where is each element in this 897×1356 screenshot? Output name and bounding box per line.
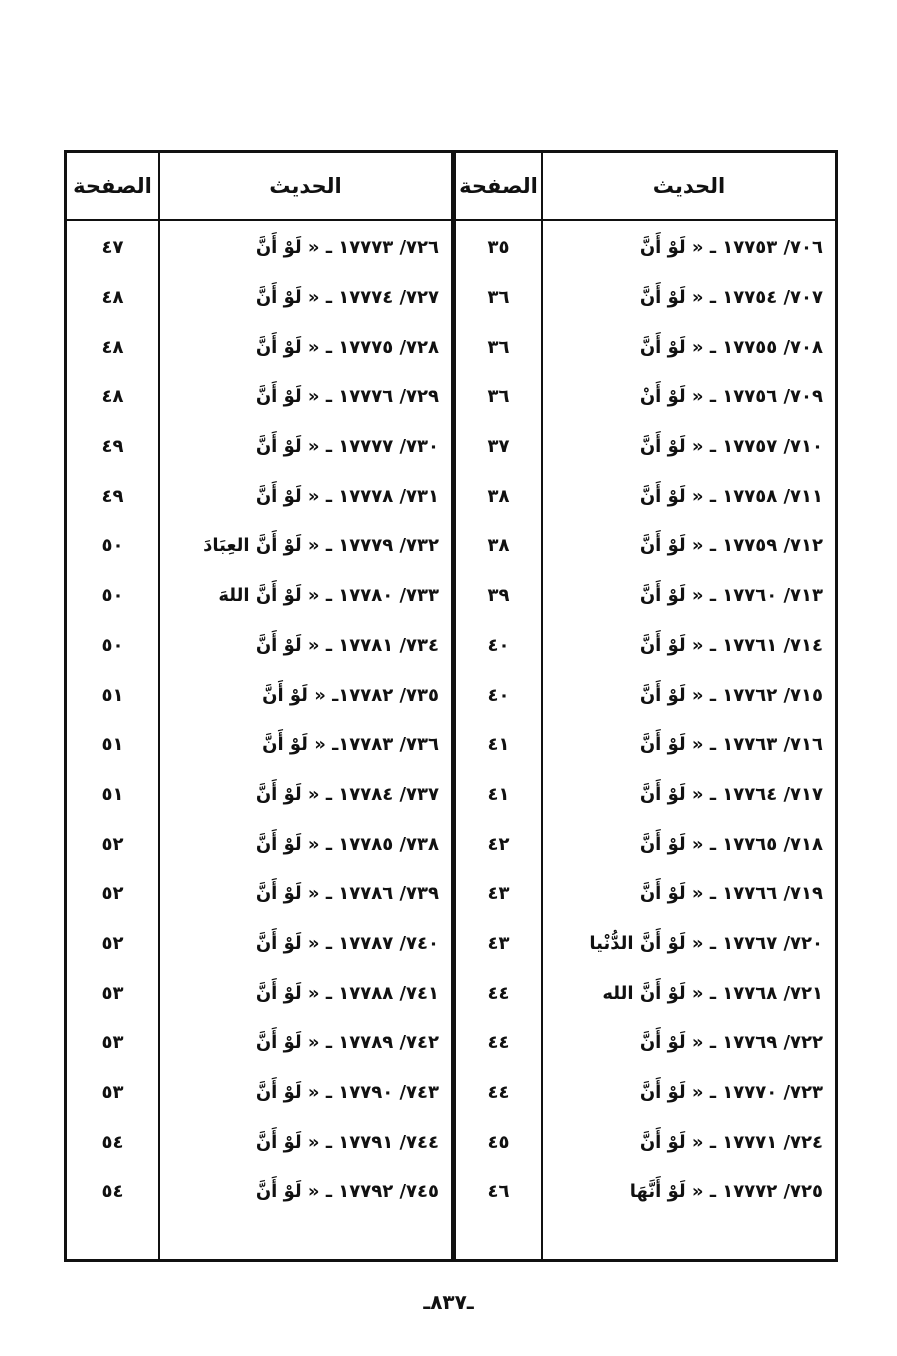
left-page-cell: ٥٣ (101, 1082, 124, 1104)
right-page-cell: ٣٦ (487, 336, 510, 358)
left-hadith-cell: ٧٣٢/ ١٧٧٧٩ ـ « لَوْ أَنَّ العِبَادَ (203, 535, 439, 557)
left-hadith-cell: ٧٢٩/ ١٧٧٧٦ ـ « لَوْ أَنَّ (255, 386, 439, 408)
table-row (67, 919, 835, 969)
table-row (67, 770, 835, 820)
table-row (67, 521, 835, 571)
left-page-cell: ٥٤ (101, 1131, 124, 1153)
right-hadith-cell: ٧١٥/ ١٧٧٦٢ ـ « لَوْ أَنَّ (639, 684, 823, 706)
right-page-cell: ٣٨ (487, 485, 510, 507)
header-left-hadith: الحديث (269, 174, 342, 198)
right-page-cell: ٤٢ (487, 833, 510, 855)
right-hadith-cell: ٧١٤/ ١٧٧٦١ ـ « لَوْ أَنَّ (639, 634, 823, 656)
right-hadith-cell: ٧١٩/ ١٧٧٦٦ ـ « لَوْ أَنَّ (639, 883, 823, 905)
table-row (67, 372, 835, 422)
right-page-cell: ٤٣ (487, 883, 510, 905)
table-row (67, 621, 835, 671)
right-hadith-cell: ٧١١/ ١٧٧٥٨ ـ « لَوْ أَنَّ (639, 485, 823, 507)
right-page-cell: ٤٤ (487, 1032, 510, 1054)
right-hadith-cell: ٧٢٤/ ١٧٧٧١ ـ « لَوْ أَنَّ (639, 1131, 823, 1153)
left-hadith-cell: ٧٣٨/ ١٧٧٨٥ ـ « لَوْ أَنَّ (255, 833, 439, 855)
table-row (67, 869, 835, 919)
right-page-cell: ٣٨ (487, 535, 510, 557)
left-page-cell: ٥٣ (101, 982, 124, 1004)
left-page-cell: ٤٨ (101, 287, 124, 309)
right-page-cell: ٤٣ (487, 932, 510, 954)
left-page-cell: ٥٠ (101, 585, 124, 607)
left-page-cell: ٤٨ (101, 386, 124, 408)
left-hadith-cell: ٧٤٢/ ١٧٧٨٩ ـ « لَوْ أَنَّ (255, 1032, 439, 1054)
header-right-page: الصفحة (459, 174, 538, 198)
table-row (67, 968, 835, 1018)
left-hadith-cell: ٧٢٦/ ١٧٧٧٣ ـ « لَوْ أَنَّ (255, 237, 439, 259)
right-page-cell: ٣٩ (487, 585, 510, 607)
left-hadith-cell: ٧٤٤/ ١٧٧٩١ ـ « لَوْ أَنَّ (255, 1131, 439, 1153)
left-page-cell: ٥٠ (101, 535, 124, 557)
left-hadith-cell: ٧٣٧/ ١٧٧٨٤ ـ « لَوْ أَنَّ (255, 783, 439, 805)
left-hadith-cell: ٧٣٠/ ١٧٧٧٧ ـ « لَوْ أَنَّ (255, 436, 439, 458)
left-hadith-cell: ٧٤٣/ ١٧٧٩٠ ـ « لَوْ أَنَّ (255, 1082, 439, 1104)
right-hadith-cell: ٧١٢/ ١٧٧٥٩ ـ « لَوْ أَنَّ (639, 535, 823, 557)
right-page-cell: ٣٥ (487, 237, 510, 259)
right-hadith-cell: ٧١٧/ ١٧٧٦٤ ـ « لَوْ أَنَّ (639, 783, 823, 805)
table-row (67, 422, 835, 472)
left-page-cell: ٥١ (101, 734, 124, 756)
table-row (67, 720, 835, 770)
left-hadith-cell: ٧٢٧/ ١٧٧٧٤ ـ « لَوْ أَنَّ (255, 287, 439, 309)
right-hadith-cell: ٧١٦/ ١٧٧٦٣ ـ « لَوْ أَنَّ (639, 734, 823, 756)
right-hadith-cell: ٧٢٠/ ١٧٧٦٧ ـ « لَوْ أَنَّ الدُّنْيا (589, 932, 823, 954)
left-hadith-cell: ٧٤١/ ١٧٧٨٨ ـ « لَوْ أَنَّ (255, 982, 439, 1004)
right-page-cell: ٤١ (487, 783, 510, 805)
left-page-cell: ٤٨ (101, 336, 124, 358)
left-hadith-cell: ٧٣٤/ ١٧٧٨١ ـ « لَوْ أَنَّ (255, 634, 439, 656)
left-hadith-cell: ٧٣٣/ ١٧٧٨٠ ـ « لَوْ أَنَّ اللهَ (218, 585, 439, 607)
table-row (67, 1167, 835, 1217)
right-page-cell: ٤١ (487, 734, 510, 756)
header-divider (67, 219, 835, 221)
left-page-cell: ٤٩ (101, 485, 124, 507)
table-row (67, 571, 835, 621)
table-row (67, 1117, 835, 1167)
left-page-cell: ٥١ (101, 684, 124, 706)
right-hadith-cell: ٧٠٨/ ١٧٧٥٥ ـ « لَوْ أَنَّ (639, 336, 823, 358)
left-page-cell: ٤٧ (101, 237, 124, 259)
right-page-cell: ٤٦ (487, 1181, 510, 1203)
left-page-cell: ٥٠ (101, 634, 124, 656)
right-page-cell: ٤٠ (487, 634, 510, 656)
right-hadith-cell: ٧١٠/ ١٧٧٥٧ ـ « لَوْ أَنَّ (639, 436, 823, 458)
left-hadith-cell: ٧٣٩/ ١٧٧٨٦ ـ « لَوْ أَنَّ (255, 883, 439, 905)
left-page-cell: ٥١ (101, 783, 124, 805)
right-page-cell: ٤٠ (487, 684, 510, 706)
table-row (67, 223, 835, 273)
left-page-cell: ٥٤ (101, 1181, 124, 1203)
table-row (67, 471, 835, 521)
right-page-cell: ٤٤ (487, 1082, 510, 1104)
right-hadith-cell: ٧١٨/ ١٧٧٦٥ ـ « لَوْ أَنَّ (639, 833, 823, 855)
left-hadith-cell: ٧٣١/ ١٧٧٧٨ ـ « لَوْ أَنَّ (255, 485, 439, 507)
table-row (67, 322, 835, 372)
left-hadith-cell: ٧٤٥/ ١٧٧٩٢ ـ « لَوْ أَنَّ (255, 1181, 439, 1203)
left-page-cell: ٥٢ (101, 932, 124, 954)
header-right-hadith: الحديث (652, 174, 726, 198)
left-hadith-cell: ٧٣٥/ ١٧٧٨٢ـ « لَوْ أَنَّ (262, 684, 439, 706)
right-page-cell: ٤٤ (487, 982, 510, 1004)
right-page-cell: ٣٦ (487, 386, 510, 408)
right-page-cell: ٤٥ (487, 1131, 510, 1153)
right-page-cell: ٣٦ (487, 287, 510, 309)
table-row (67, 670, 835, 720)
table-row (67, 273, 835, 323)
right-hadith-cell: ٧٢١/ ١٧٧٦٨ ـ « لَوْ أَنَّ الله (602, 982, 823, 1004)
hadith-index-table (64, 150, 838, 1262)
table-row (67, 1018, 835, 1068)
right-hadith-cell: ٧٠٩/ ١٧٧٥٦ ـ « لَوْ أَنْ (639, 386, 823, 408)
right-hadith-cell: ٧٢٣/ ١٧٧٧٠ ـ « لَوْ أَنَّ (639, 1082, 823, 1104)
table-row (67, 1068, 835, 1118)
right-hadith-cell: ٧٢٥/ ١٧٧٧٢ ـ « لَوْ أَنَّهَا (629, 1181, 823, 1203)
right-hadith-cell: ٧٢٢/ ١٧٧٦٩ ـ « لَوْ أَنَّ (639, 1032, 823, 1054)
right-hadith-cell: ٧٠٧/ ١٧٧٥٤ ـ « لَوْ أَنَّ (639, 287, 823, 309)
left-hadith-cell: ٧٤٠/ ١٧٧٨٧ ـ « لَوْ أَنَّ (255, 932, 439, 954)
page-number: ـ٨٣٧ـ (423, 1290, 474, 1314)
right-hadith-cell: ٧١٣/ ١٧٧٦٠ ـ « لَوْ أَنَّ (639, 585, 823, 607)
table-body (67, 223, 835, 1217)
left-page-cell: ٤٩ (101, 436, 124, 458)
header-left-page: الصفحة (73, 174, 152, 198)
left-hadith-cell: ٧٢٨/ ١٧٧٧٥ ـ « لَوْ أَنَّ (255, 336, 439, 358)
left-hadith-cell: ٧٣٦/ ١٧٧٨٣ـ « لَوْ أَنَّ (262, 734, 439, 756)
right-page-cell: ٣٧ (487, 436, 510, 458)
right-hadith-cell: ٧٠٦/ ١٧٧٥٣ ـ « لَوْ أَنَّ (639, 237, 823, 259)
left-page-cell: ٥٢ (101, 833, 124, 855)
table-row (67, 819, 835, 869)
left-page-cell: ٥٣ (101, 1032, 124, 1054)
left-page-cell: ٥٢ (101, 883, 124, 905)
